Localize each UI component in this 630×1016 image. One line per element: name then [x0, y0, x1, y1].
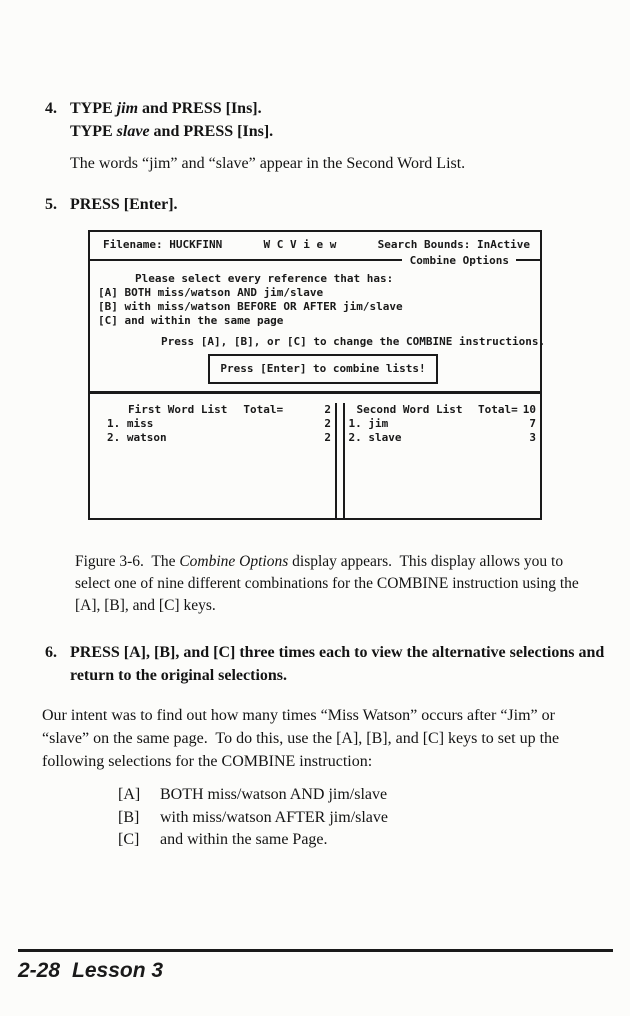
terminal-screen [88, 230, 546, 520]
terminal-prompt: Please select every reference that has: [135, 272, 394, 285]
terminal-search-bounds: Search Bounds: InActive [377, 238, 530, 252]
terminal-option-b: [B] with miss/watson BEFORE OR AFTER jim/slave [98, 300, 403, 313]
terminal-enter-button: Press [Enter] to combine lists! [208, 354, 438, 384]
selection-row-a [118, 784, 388, 807]
figure-caption-pre: Figure 3-6. The [75, 553, 180, 570]
first-word-list-item [90, 431, 335, 445]
selection-text: with miss/watson AFTER jim/slave [160, 808, 389, 826]
first-word-list-item [90, 417, 335, 431]
first-word-list-title: First Word List [128, 402, 228, 416]
first-word-list-total: 2 [324, 402, 331, 416]
first-word-list-item-count: 2 [324, 416, 331, 430]
second-word-list-item-count: 3 [529, 430, 536, 444]
step-4 [45, 97, 465, 175]
selection-row-c [118, 829, 388, 852]
first-word-list-item-label: 1. miss [107, 416, 154, 430]
figure-caption-post: display appears. This display allows you to select one of nine different combinations for the COMBINE instruction using the [A], [B], and [C] keys. [75, 553, 583, 614]
figure-caption [75, 551, 599, 617]
step-5-number: 5. [45, 196, 57, 213]
second-word-list-item-label: 2. slave [348, 430, 402, 444]
step-4-line-2-post: and PRESS [Ins]. [149, 123, 274, 140]
figure-caption-italic: Combine Options [179, 553, 289, 570]
first-word-list-pane [90, 403, 337, 519]
second-word-list-item-count: 7 [529, 416, 536, 430]
first-word-list-total-label: Total= [243, 402, 284, 416]
step-5 [45, 193, 178, 216]
step-6-text: PRESS [A], [B], and [C] three times each to view the alternative selections and return to the original selections. [70, 644, 605, 684]
body-paragraph: Our intent was to find out how many times “Miss Watson” occurs after “Jim” or “slave” on the same page. To do this, use the [A], [B], and [C] keys to set up the following selections for the COMBINE instruction: [42, 707, 564, 770]
footer [18, 959, 163, 983]
terminal-word-lists [90, 394, 540, 519]
footer-page-number: 2-28 [18, 959, 61, 982]
step-4-line-2-pre: TYPE [70, 123, 117, 140]
terminal-option-c: [C] and within the same page [98, 314, 284, 327]
step-6-number: 6. [45, 644, 57, 661]
second-word-list-item [345, 431, 541, 445]
step-4-body [70, 97, 465, 175]
second-word-list-item-label: 1. jim [348, 416, 389, 430]
selection-list [118, 784, 388, 852]
footer-rule [18, 949, 613, 952]
selection-key: [C] [118, 831, 140, 848]
footer-lesson-label: Lesson 3 [72, 959, 164, 982]
selection-key: [A] [118, 786, 141, 803]
second-word-list-total-label: Total= [478, 402, 518, 416]
step-4-number: 4. [45, 100, 57, 117]
step-4-line-1 [70, 97, 465, 120]
step-4-line-1-pre: TYPE [70, 100, 117, 117]
second-word-list-title: Second Word List [356, 402, 463, 416]
second-word-list-header [345, 403, 541, 417]
first-word-list-header [90, 403, 335, 417]
step-6 [45, 641, 618, 687]
terminal-option-a: [A] BOTH miss/watson AND jim/slave [98, 286, 324, 299]
second-word-list-pane [343, 403, 541, 519]
terminal-filename: Filename: HUCKFINN [103, 238, 223, 252]
selection-row-b [118, 807, 388, 830]
step-4-note: The words “jim” and “slave” appear in the Second Word List. [70, 155, 466, 172]
second-word-list-item [345, 417, 541, 431]
selection-text: BOTH miss/watson AND jim/slave [160, 786, 388, 803]
first-word-list-item-count: 2 [324, 430, 331, 444]
step-4-line-1-word: jim [116, 100, 139, 117]
step-4-line-2 [70, 120, 465, 143]
selection-text: and within the same Page. [160, 831, 328, 848]
terminal-panel-title: Combine Options [402, 254, 516, 268]
step-4-line-1-post: and PRESS [Ins]. [138, 100, 262, 117]
step-5-text: PRESS [Enter]. [70, 196, 178, 213]
terminal-app-title: W C V i e w [263, 238, 337, 252]
first-word-list-item-label: 2. watson [107, 430, 167, 444]
step-4-line-2-word: slave [116, 123, 150, 140]
selection-key: [B] [118, 808, 140, 826]
terminal-change-hint: Press [A], [B], or [C] to change the COMBINE instructions. [161, 335, 546, 348]
second-word-list-total: 10 [522, 402, 536, 416]
